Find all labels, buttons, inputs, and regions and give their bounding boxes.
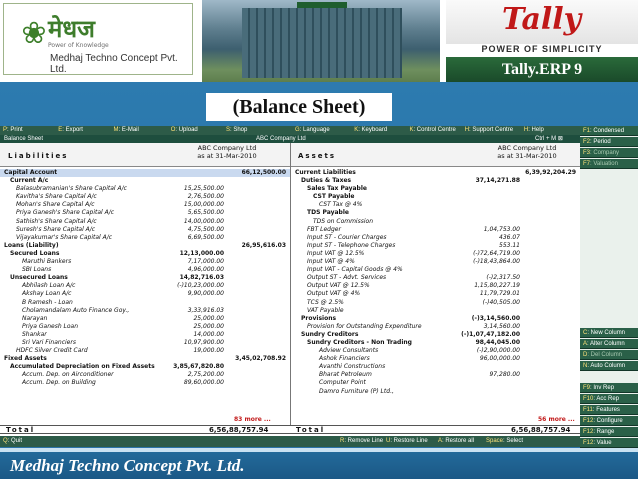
menu-print[interactable]: P: Print — [3, 127, 23, 133]
side-button-autocolumn[interactable]: N: Auto Column — [580, 361, 638, 371]
table-row[interactable] — [0, 185, 290, 193]
row-name: Sathish's Share Capital A/c — [16, 217, 97, 225]
table-row[interactable] — [0, 323, 290, 331]
row-amount: 37,14,271.88 — [475, 177, 520, 185]
row-amount: 5,65,500.00 — [187, 209, 224, 217]
row-name: Damro Furniture (P) Ltd., — [319, 387, 394, 395]
table-row[interactable] — [0, 363, 290, 371]
row-name: HDFC Silver Credit Card — [16, 347, 88, 355]
row-amount: 553.11 — [499, 241, 520, 249]
row-amount: 7,17,000.00 — [187, 258, 224, 266]
table-row[interactable] — [0, 201, 290, 209]
menu-upload[interactable]: O: Upload — [170, 127, 198, 133]
row-amount: 14,000.00 — [193, 330, 224, 338]
row-amount: (-)2,90,000.00 — [476, 347, 520, 355]
table-row[interactable] — [291, 339, 580, 347]
assets-total-value: 6,56,88,757.94 — [511, 426, 571, 434]
row-name: Duties & Taxes — [301, 177, 352, 185]
row-group-total: 66,12,500.00 — [241, 169, 286, 176]
row-name: Output ST - Advt. Services — [307, 274, 387, 282]
tally-screenshot — [0, 126, 638, 447]
row-name: Sri Vari Financiers — [22, 338, 76, 346]
row-name: Balasubramanian's Share Capital A/c — [16, 185, 127, 193]
bottom-button-bar — [0, 436, 580, 447]
footer-company: Medhaj Techno Concept Pvt. Ltd. — [10, 456, 245, 475]
row-name: Sundry Creditors - Non Trading — [307, 338, 412, 346]
table-row[interactable] — [0, 226, 290, 234]
menu-export[interactable]: E: Export — [58, 127, 83, 133]
row-name: Secured Loans — [10, 249, 60, 257]
row-name: Input VAT - Capital Goods @ 4% — [307, 266, 403, 274]
row-amount: 25,000.00 — [193, 314, 224, 322]
row-amount: (-)1,07,47,182.00 — [461, 330, 520, 338]
side-button-altercolumn[interactable]: A: Alter Column — [580, 339, 638, 349]
window-title: Balance Sheet — [4, 136, 44, 142]
row-name: Adview Consultants — [319, 347, 379, 355]
row-amount: 25,000.00 — [193, 322, 224, 330]
table-row[interactable] — [0, 307, 290, 315]
restore-line-button[interactable]: U: Restore Line — [386, 438, 428, 444]
row-amount: 19,000.00 — [193, 347, 224, 355]
table-row[interactable] — [291, 299, 580, 307]
row-amount: 436.07 — [499, 233, 520, 241]
table-row[interactable] — [0, 371, 290, 379]
logo-tagline: Power of Knowledge — [48, 42, 109, 49]
table-row[interactable] — [0, 299, 290, 307]
window-controls[interactable]: Ctrl + M ⊠ — [535, 136, 563, 142]
table-row[interactable] — [291, 250, 580, 258]
row-amount: (-)2,317.50 — [486, 274, 520, 282]
row-name: Bharat Petroleum — [319, 371, 372, 379]
row-name: B Ramesh - Loan — [22, 298, 73, 306]
table-row[interactable] — [291, 363, 580, 371]
row-name: Accum. Dep. on Airconditioner — [22, 371, 114, 379]
row-amount: (-)18,43,864.00 — [473, 258, 520, 266]
total-row — [0, 425, 580, 434]
table-row[interactable] — [0, 250, 290, 258]
row-amount: 2,76,500.00 — [187, 193, 224, 201]
table-row[interactable] — [291, 371, 580, 379]
row-amount: 3,33,916.03 — [187, 306, 224, 314]
table-row[interactable] — [291, 290, 580, 298]
liabilities-total-label: Total — [6, 426, 36, 434]
row-name: TDS on Commission — [313, 217, 373, 225]
liabilities-heading: Liabilities — [8, 152, 69, 160]
row-name: CST Tax @ 4% — [319, 201, 363, 209]
row-name: Fixed Assets — [4, 355, 47, 363]
table-row[interactable] — [291, 323, 580, 331]
table-row[interactable] — [291, 388, 580, 396]
row-amount: 10,97,900.00 — [183, 338, 224, 346]
liabilities-total-value: 6,56,88,757.94 — [209, 426, 269, 434]
row-amount: 9,90,000.00 — [187, 290, 224, 298]
liabilities-more-link[interactable]: 83 more ... — [234, 416, 271, 423]
table-row[interactable] — [0, 379, 290, 387]
menu-keyboard[interactable]: K: Keyboard — [354, 127, 388, 133]
table-row[interactable] — [291, 315, 580, 323]
table-row[interactable] — [291, 379, 580, 387]
row-group-total: 6,39,92,204.29 — [525, 169, 576, 176]
row-name: Mohan's Share Capital A/c — [16, 201, 95, 209]
table-row[interactable] — [0, 193, 290, 201]
row-amount: 6,69,500.00 — [187, 233, 224, 241]
row-group-total: 26,95,616.03 — [241, 241, 286, 249]
table-row[interactable] — [291, 185, 580, 193]
row-name: Input ST - Telephone Charges — [307, 241, 396, 249]
row-name: Maruthi Bankers — [22, 258, 72, 266]
row-name: Provision for Outstanding Expenditure — [307, 322, 422, 330]
table-row[interactable] — [291, 266, 580, 274]
logo-company-name: Medhaj Techno Concept Pvt. Ltd. — [50, 53, 178, 75]
table-row[interactable] — [0, 266, 290, 274]
row-name: Provisions — [301, 314, 337, 322]
row-amount: 4,75,500.00 — [187, 225, 224, 233]
row-amount: 97,280.00 — [489, 371, 520, 379]
row-amount: 1,15,80,227.19 — [474, 282, 520, 290]
row-amount: 15,25,500.00 — [183, 185, 224, 193]
row-name: Shankar — [22, 330, 47, 338]
table-row[interactable] — [0, 258, 290, 266]
slide-footer — [0, 452, 638, 479]
row-name: Output VAT @ 4% — [307, 290, 361, 298]
assets-list — [291, 169, 580, 396]
row-amount: 3,14,560.00 — [483, 322, 520, 330]
window-company: ABC Company Ltd — [256, 136, 306, 142]
table-row[interactable] — [0, 331, 290, 339]
table-row[interactable] — [291, 218, 580, 226]
table-row[interactable] — [0, 234, 290, 242]
row-name: Loans (Liability) — [4, 241, 59, 249]
tally-tagline: POWER OF SIMPLICITY — [446, 44, 638, 57]
row-name: TDS Payable — [307, 209, 349, 217]
table-row[interactable] — [291, 331, 580, 339]
row-name: Output VAT @ 12.5% — [307, 282, 370, 290]
table-row[interactable] — [291, 177, 580, 185]
side-button-invrep[interactable]: F9: Inv Rep — [580, 383, 638, 393]
tally-wordmark: Tally — [502, 2, 582, 37]
row-name: Sales Tax Payable — [307, 185, 367, 193]
row-name: Ashok Financiers — [319, 355, 370, 363]
row-name: Cholamandalam Auto Finance Goy., — [22, 306, 130, 314]
medhaj-logo — [3, 3, 193, 75]
row-amount: (-)72,64,719.00 — [473, 249, 520, 257]
row-amount: 12,13,000.00 — [179, 249, 224, 257]
row-name: Input VAT @ 4% — [307, 258, 355, 266]
logo-hindi-text: मेधज — [48, 14, 95, 43]
row-name: SBI Loans — [22, 266, 52, 274]
row-name: Input VAT @ 12.5% — [307, 249, 365, 257]
menu-help[interactable]: H: Help — [523, 127, 544, 133]
medhaj-emblem-icon: ❀ — [21, 16, 47, 51]
row-name: VAT Payable — [307, 306, 344, 314]
row-amount: (-)40,505.00 — [482, 298, 520, 306]
table-row[interactable] — [291, 209, 580, 217]
table-row[interactable] — [291, 193, 580, 201]
title-divider — [0, 82, 638, 90]
row-name: Abhilash Loan A/c — [22, 282, 76, 290]
row-name: Narayan — [22, 314, 48, 322]
table-row[interactable] — [291, 307, 580, 315]
restore-all-button[interactable]: A: Restore all — [438, 438, 475, 444]
top-menu-bar — [0, 126, 580, 135]
row-amount: 11,79,729.01 — [479, 290, 520, 298]
table-row[interactable] — [291, 282, 580, 290]
table-row[interactable] — [291, 355, 580, 363]
slide-title: (Balance Sheet) — [206, 93, 392, 121]
assets-total-label: Total — [296, 426, 326, 434]
remove-line-button[interactable]: R: Remove Line — [340, 438, 384, 444]
table-row[interactable] — [291, 226, 580, 234]
side-button-range[interactable]: F12: Range — [580, 427, 638, 437]
table-row[interactable] — [291, 234, 580, 242]
tally-logo — [446, 0, 638, 82]
table-row[interactable] — [0, 177, 290, 185]
row-name: Current A/c — [10, 177, 49, 185]
liabilities-list — [0, 169, 290, 388]
row-amount: 3,85,67,820.80 — [173, 363, 224, 371]
row-amount: 4,96,000.00 — [187, 266, 224, 274]
menu-email[interactable]: M: E-Mail — [113, 127, 139, 133]
row-name: Priya Ganesh Loan — [22, 322, 79, 330]
assets-heading: Assets — [298, 152, 337, 160]
row-amount: 15,00,000.00 — [183, 201, 224, 209]
side-button-period[interactable]: F2: Period — [580, 137, 638, 147]
table-row[interactable] — [291, 258, 580, 266]
row-name: FBT Ledger — [307, 225, 341, 233]
row-name: Current Liabilities — [295, 169, 356, 176]
menu-shop[interactable]: S: Shop — [225, 127, 248, 133]
side-button-value[interactable]: F12: Value — [580, 438, 638, 448]
quit-button[interactable]: Q: Quit — [3, 438, 23, 444]
table-row[interactable] — [291, 274, 580, 282]
window-title-bar — [0, 135, 580, 143]
row-amount: 96,00,000.00 — [479, 355, 520, 363]
table-row[interactable] — [0, 274, 290, 282]
side-button-delcolumn[interactable]: D: Del Column — [580, 350, 638, 360]
table-row[interactable] — [291, 169, 580, 177]
row-name: Input ST - Courier Charges — [307, 233, 387, 241]
side-button-condensed[interactable]: F1: Condensed — [580, 126, 638, 136]
menu-language[interactable]: G: Language — [295, 127, 330, 133]
row-amount: 14,00,000.00 — [183, 217, 224, 225]
menu-supportcentre[interactable]: H: Support Centre — [464, 127, 514, 133]
row-name: Vijayakumar's Share Capital A/c — [16, 233, 113, 241]
table-row[interactable] — [0, 355, 290, 363]
row-amount: 14,82,716.03 — [179, 274, 224, 282]
side-button-valuation[interactable]: F7: Valuation — [580, 159, 638, 169]
top-banner — [0, 0, 638, 82]
row-amount: (-)10,23,000.00 — [177, 282, 224, 290]
row-name: Avanthi Constructions — [319, 363, 386, 371]
table-row[interactable] — [291, 201, 580, 209]
table-row[interactable] — [0, 242, 290, 250]
row-amount: 98,44,045.00 — [475, 338, 520, 346]
side-button-newcolumn[interactable]: C: New Column — [580, 328, 638, 338]
row-name: Accumulated Depreciation on Fixed Assets — [10, 363, 155, 371]
table-row[interactable] — [0, 339, 290, 347]
row-group-total: 3,45,02,708.92 — [235, 355, 286, 363]
tally-product-name: Tally.ERP 9 — [446, 57, 638, 82]
table-row[interactable] — [291, 242, 580, 250]
right-button-panel — [580, 126, 638, 447]
row-amount: 2,75,200.00 — [187, 371, 224, 379]
side-button-company[interactable]: F3: Company — [580, 148, 638, 158]
assets-more-link[interactable]: 56 more ... — [538, 416, 575, 423]
table-row[interactable] — [0, 209, 290, 217]
row-amount: 89,60,000.00 — [183, 379, 224, 387]
select-button[interactable]: Space: Select — [486, 438, 524, 444]
row-name: Computer Point — [319, 379, 366, 387]
table-row[interactable] — [0, 218, 290, 226]
row-name: TCS @ 2.5% — [307, 298, 344, 306]
assets-period: ABC Company Ltd as at 31-Mar-2010 — [497, 144, 557, 160]
row-amount: 1,04,753.00 — [483, 225, 520, 233]
side-button-accrep[interactable]: F10: Acc Rep — [580, 394, 638, 404]
row-name: Sundry Creditors — [301, 330, 359, 338]
table-row[interactable] — [291, 347, 580, 355]
row-name: Suresh's Share Capital A/c — [16, 225, 96, 233]
table-row[interactable] — [0, 282, 290, 290]
row-name: Akshay Loan A/c — [22, 290, 72, 298]
row-name: Kavitha's Share Capital A/c — [16, 193, 97, 201]
table-row[interactable] — [0, 169, 290, 177]
row-amount: (-)3,14,560.00 — [471, 314, 520, 322]
row-name: Unsecured Loans — [10, 274, 68, 282]
side-button-configure[interactable]: F12: Configure — [580, 416, 638, 426]
row-name: CST Payable — [313, 193, 355, 201]
office-building-photo — [202, 0, 440, 82]
table-row[interactable] — [0, 290, 290, 298]
menu-controlcentre[interactable]: K: Control Centre — [409, 127, 456, 133]
side-button-features[interactable]: F11: Features — [580, 405, 638, 415]
liabilities-period: ABC Company Ltd as at 31-Mar-2010 — [197, 144, 257, 160]
row-name: Accum. Dep. on Building — [22, 379, 96, 387]
row-name: Priya Ganesh's Share Capital A/c — [16, 209, 115, 217]
table-row[interactable] — [0, 347, 290, 355]
row-name: Capital Account — [4, 169, 58, 176]
table-row[interactable] — [0, 315, 290, 323]
